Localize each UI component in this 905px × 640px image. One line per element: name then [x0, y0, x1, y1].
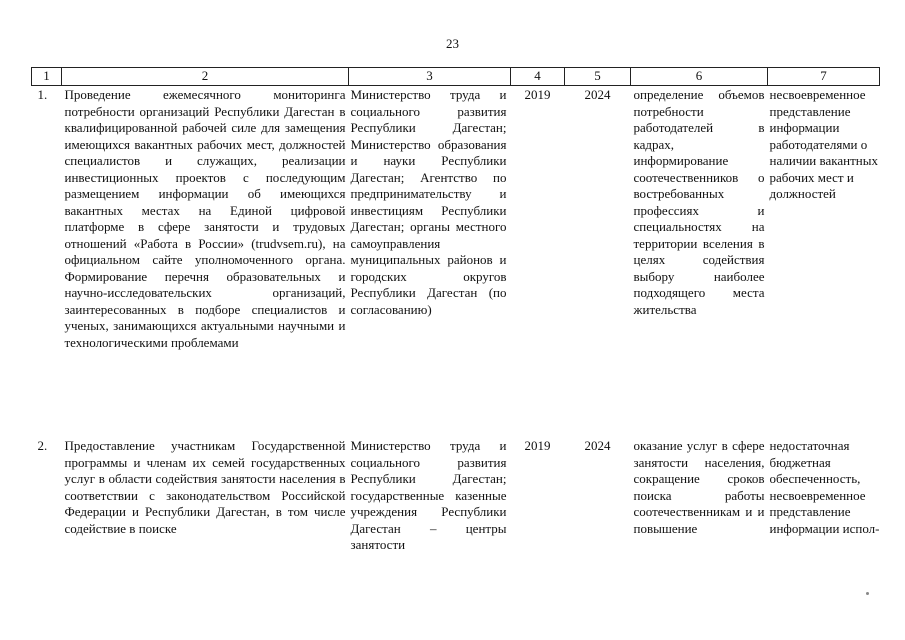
column-header: 4: [511, 68, 565, 86]
column-header: 1: [32, 68, 62, 86]
executor-text: Министерство труда и социального развития Республики Дагестан; государственные казенные учреждения Республики Дагестан – центры занятости: [350, 438, 507, 552]
row-number: 2.: [37, 438, 48, 453]
measure-text: Предоставление участникам Государственной программы и членам их семей государственных услуг в области содействия занятости населения в соответствии с законодательством Российской Федерации и Республики Дагестан, в том числе содействие в поиске: [64, 438, 346, 536]
start-year: 2019: [524, 87, 551, 102]
column-header: 5: [565, 68, 631, 86]
measures-table: [31, 67, 880, 554]
risk-text: несвоевременное представление информации работодателями о наличии вакантных рабочих мест и должностей: [769, 87, 878, 201]
risk-text: недостаточная бюджетная обеспеченность, несвоевременное представление информации испол-: [769, 438, 880, 536]
page-number: 23: [446, 36, 459, 51]
table-row: [32, 86, 880, 418]
row-number: 1.: [37, 87, 48, 102]
table-row: [32, 437, 880, 554]
start-year: 2019: [524, 438, 551, 453]
end-year: 2024: [584, 438, 611, 453]
column-header: 6: [631, 68, 768, 86]
row-spacer: [32, 417, 880, 437]
end-year: 2024: [584, 87, 611, 102]
scan-speck: [866, 592, 869, 595]
column-header: 3: [349, 68, 511, 86]
column-header: 7: [768, 68, 880, 86]
result-text: оказание услуг в сфере занятости населения, сокращение сроков поиска работы соотечественникам и и повышение: [633, 438, 765, 536]
column-header: 2: [62, 68, 349, 86]
executor-text: Министерство труда и социального развития Республики Дагестан; Министерство образования и науки Республики Дагестан; Агентство по предпринимательству и инвестициям Республики Дагестан; органы местного самоуправления муниципальных районов и городских округов Республики Дагестан (по согласованию): [350, 87, 507, 317]
table-header-row: [32, 68, 880, 86]
measure-text: Проведение ежемесячного мониторинга потребности организаций Республики Дагестан в квалифицированной рабочей силе для замещения имеющихся вакантных рабочих мест, должностей специалистов и служащих, реализации инвестиционных проектов с последующим размещением информации об имеющихся вакантных местах на Единой цифровой платформе в сфере занятости и трудовых отношений «Работа в России» (trudvsem.ru), на официальном сайте уполномоченного органа. Формирование перечня образовательных и научно-исследовательских организаций, заинтересованных в подборе специалистов и ученых, занимающихся актуальными научными и технологическими проблемами: [64, 87, 346, 350]
result-text: определение объемов потребности работодателей в кадрах, информирование соотечественников о востребованных профессиях и специальностях на территории вселения в целях содействия выбору наиболее подходящего места жительства: [633, 87, 765, 317]
